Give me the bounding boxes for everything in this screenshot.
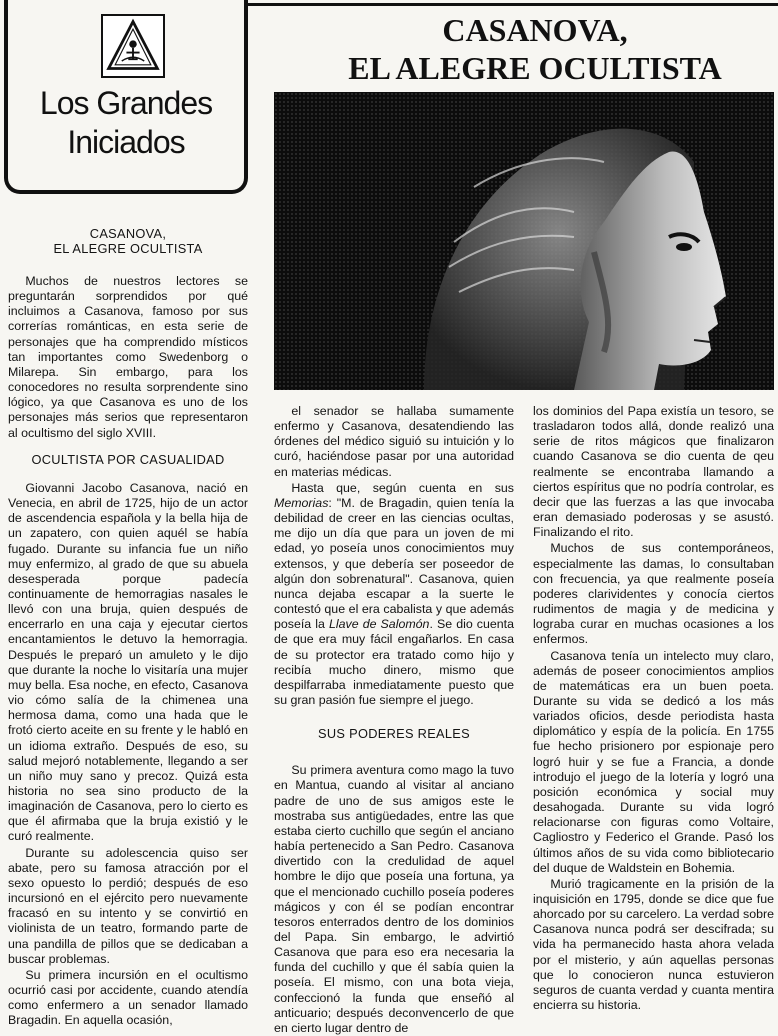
- paragraph: Su primera aventura como mago la tuvo en Mantua, cuando al visitar al anciano padre de uno de sus amigos este le mostraba sus antigüedades, entre las que estaba cierto cuchillo que según el anciano había pertenecido a San Pedro. Casanova divertido con la credulidad de aquel hombre le dijo que poseía una fortuna, ya que el mencionado cuchillo poseía poderes mágicos y con él se podían encontrar tesoros enterrados dentro de los dominios del Papa. Sin embargo, le advirtió Casanova que para eso era necesaria la funda del cuchillo y que él sabía quien la poseía. El mismo, con una bota vieja, confeccionó la funda que enseñó al anticuario; después deconvencerlo de que en cierto lugar dentro de: [274, 763, 514, 1035]
- headline-line2: EL ALEGRE OCULTISTA: [348, 50, 722, 86]
- article-title-line2: EL ALEGRE OCULTISTA: [53, 241, 203, 256]
- paragraph-continued: los dominios del Papa existía un tesoro, se trasladaron todos allá, donde realizó una serie de ritos mágicos que finalizaron cuando Casanova se dio cuenta de qeu realmente se encontraba llamando a ciertos espíritus que no podría controlar, es decir que las fuerzas a las que invocaba eran demasiado poderosas y se asustó. Finalizando el rito.: [533, 404, 774, 540]
- paragraph: Casanova tenía un intelecto muy claro, además de poseer conocimientos amplios de matemáticas era un buen poeta. Durante su vida se dedicó a los más variados oficios, desde periodista hasta diplomático y espía de la policía. En 1755 fue hecho prisionero por espionaje pero logró huir y se fue a Francia, a donde introdujo el juego de la lotería y logró una posición económica y social muy desahogada. Durante su vida logró relacionarse con figuras como Voltaire, Cagliostro y Federico el Grande. Pasó los últimos años de su vida como bibliotecario del duque de Waldstein en Bohemia.: [533, 648, 774, 875]
- column-2: [274, 404, 514, 1035]
- book-title-llave: Llave de Salomón: [329, 617, 430, 632]
- paragraph: Muchos de sus contemporáneos, especialmente las damas, lo consultaban con frecuencia, ya que realmente poseía poderes clarividentes y conocía ciertos rudimentos de magia y de medicina y lograba curar en muchas ocasiones a los enfermos.: [533, 541, 774, 647]
- top-rule: [248, 3, 778, 6]
- paragraph: Giovanni Jacobo Casanova, nació en Venecia, en abril de 1725, hijo de un actor de ascendencia española y la bella hija de un zapatero, con quien aquél se había fugado. Durante su infancia fue un niño muy enfermizo, al grado de que su abuela desesperada porque padecía continuamente de hemorragias nasales le llevó con una bruja, quien después de encerrarlo en una caja y ejecutar ciertos encantamientos le detuvo la hemorragia. Después le preparó un amuleto y le dijo que durante la noche lo visitaría una mujer muy bella. Esa noche, en efecto, Casanova vio cómo salía de la chimenea una hermosa dama, como una hada que le frotó cierto aceite en su frente y le habló en un idioma extraño. Después de eso, su salud mejoró notablemente, llegando a ser un niño muy sano y precoz. Quizá esta historia no sea sino producto de la imaginación de Casanova, pero lo cierto es que él afirmaba que la bruja existió y le curó realmente.: [8, 480, 248, 844]
- article-title-line1: CASANOVA,: [89, 226, 167, 241]
- column-3: [533, 404, 774, 1024]
- series-title: [8, 84, 244, 162]
- text-run: : "M. de Bragadin, quien tenía la debilidad de creer en las ciencias ocultas, me dijo un día que para un joven de mi edad, yo poseía unos conocimientos muy extensos, y que debería ser poseedor de algún don sobrenatural". Casanova, quien nunca dejaba escapar a la suerte le contestó que el era cabalista y que además poseía la: [274, 495, 514, 632]
- column-1: [8, 226, 248, 1028]
- section-heading-poderes: SUS PODERES REALES: [318, 726, 470, 742]
- text-run: . Se dio cuenta de que era muy fácil engañarlos. En casa de su protector era tratado como hijo y recibía mucho dinero, mismo que despilfarraba inmediatamente puesto que su gran pasión fue siempre el juego.: [274, 617, 514, 707]
- paragraph-memorias: [274, 481, 514, 708]
- series-title-line2: Iniciados: [67, 124, 185, 160]
- series-title-line1: Los Grandes: [39, 85, 213, 121]
- page-headline: [300, 11, 770, 87]
- paragraph: Muchos de nuestros lectores se preguntarán sorprendidos por qué incluimos a Casanova, famoso por sus correrías románticas, en esta serie de personajes que ha comprendido místicos tan importantes como Swedenborg o Milarepa. Sin embargo, para los conocedores no resulta sorprendente sino lógico, ya que Casanova es uno de los personajes más serios que representaron al ocultismo del siglo XVIII.: [8, 274, 248, 440]
- article-title: [8, 226, 248, 256]
- section-heading-ocultista: OCULTISTA POR CASUALIDAD: [31, 451, 225, 467]
- paragraph: Su primera incursión en el ocultismo ocurrió casi por accidente, cuando atendía como enfermero a un senador llamado Bragadin. En aquella ocasión,: [8, 967, 248, 1028]
- series-banner: [4, 0, 248, 194]
- triangle-emblem-icon: [101, 14, 165, 78]
- casanova-portrait: [274, 92, 774, 390]
- paragraph: Murió tragicamente en la prisión de la inquisición en 1795, donde se dice que fue ahorcado por su carcelero. La verdad sobre Casanova nunca podrá ser descifrada; su vida ha permanecido hasta ahora velada por el misterio, y aún aquellas personas que lo conocieron nunca estuvieron seguros de cuanta verdad y cuanta mentira encierra su historia.: [533, 876, 774, 1013]
- paragraph: el senador se hallaba sumamente enfermo y Casanova, desatendiendo las órdenes del médico siguió su intuición y lo curó, haciéndose pasar por una autoridad en materias médicas.: [274, 404, 514, 479]
- book-title-memorias: Memorias: [274, 495, 329, 510]
- headline-line1: CASANOVA,: [442, 12, 628, 48]
- text-run: Hasta que, según cuenta en sus: [291, 480, 514, 495]
- paragraph: Durante su adolescencia quiso ser abate, pero su famosa atracción por el sexo opuesto lo perdió; después de eso incursionó en el ejército pero nuevamente fracasó en su intento y se convirtió en violinista de un teatro, formando parte de una pandilla de pillos que se dedicaban a buscar problemas.: [8, 845, 248, 966]
